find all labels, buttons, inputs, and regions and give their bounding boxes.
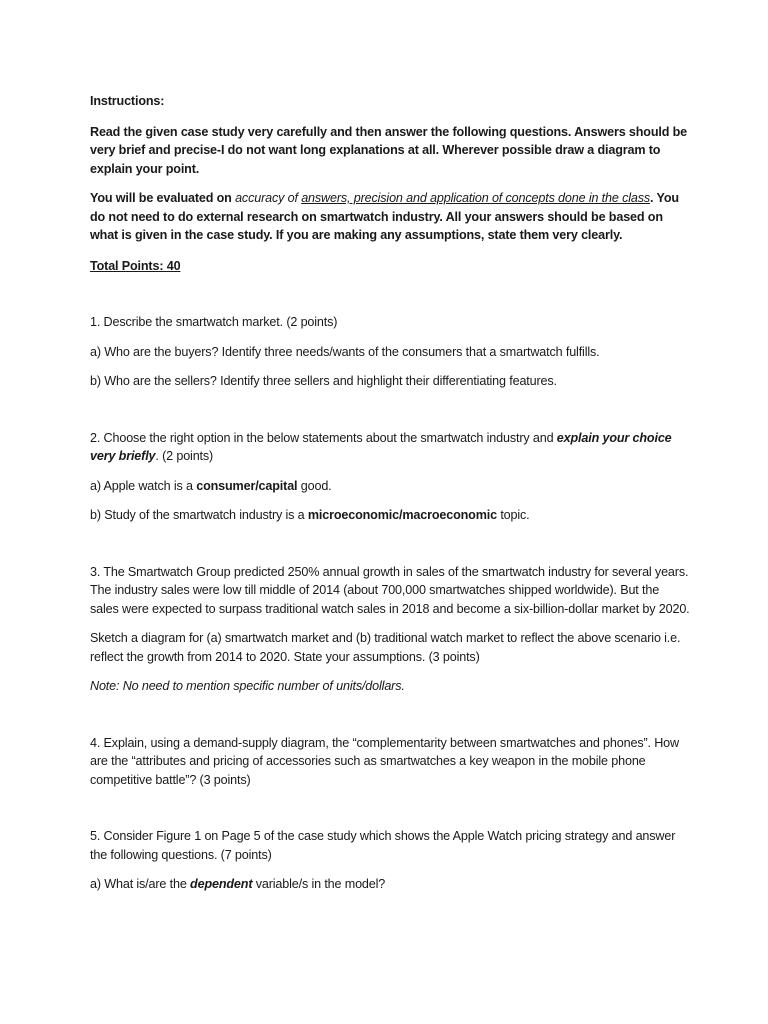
q2b-suffix: topic. — [496, 508, 530, 522]
q2-title-suffix: . (2 points) — [155, 449, 214, 463]
question-3-note: Note: No need to mention specific number of units/dollars. — [90, 679, 405, 693]
question-3-paragraph-1: 3. The Smartwatch Group predicted 250% annual growth in sales of the smartwatch industry for several years. The industry sales were low till middle of 2014 (about 700,000 smartwatches shipped worldwide). But the sales were expected to surpass traditional watch sales in 2018 and become a six-billion-dollar market by 2020. — [90, 564, 690, 616]
q2-title-italic: explain your choice very briefly — [90, 430, 672, 463]
question-2-title — [90, 429, 690, 466]
question-1-title: 1. Describe the smartwatch market. (2 points) — [90, 315, 338, 329]
q2a-prefix: a) Apple watch is a — [90, 478, 197, 493]
question-1a: a) Who are the buyers? Identify three needs/wants of the consumers that a smartwatch fulfills. — [90, 344, 600, 359]
total-points: Total Points: 40 — [90, 258, 181, 273]
q5a-suffix: variable/s in the model? — [252, 877, 386, 891]
q2a-bold: consumer/capital — [196, 478, 298, 493]
para2-prefix: You will be evaluated on — [90, 191, 236, 205]
instructions-heading: Instructions: — [90, 94, 165, 108]
question-4: 4. Explain, using a demand-supply diagram, the “complementarity between smartwatches and phones”. How are the “attributes and pricing of accessories such as smartwatches a key weapon in the mobile phone competitive battle”? (3 points) — [90, 735, 679, 787]
document-page — [90, 92, 690, 894]
q2b-prefix: b) Study of the smartwatch industry is a — [90, 508, 308, 522]
q2a-suffix: good. — [297, 478, 332, 493]
question-5a — [90, 875, 690, 894]
question-3-paragraph-2: Sketch a diagram for (a) smartwatch market and (b) traditional watch market to reflect the above scenario i.e. reflect the growth from 2014 to 2020. State your assumptions. (3 points) — [90, 631, 681, 664]
question-2a — [90, 477, 690, 496]
question-2b — [90, 506, 690, 525]
instructions-paragraph-2 — [90, 189, 690, 245]
question-1b: b) Who are the sellers? Identify three sellers and highlight their differentiating features. — [90, 374, 557, 388]
q5a-italic: dependent — [190, 877, 253, 891]
para2-underlined: answers, precision and application of concepts done in the class — [301, 191, 651, 205]
q2-title-prefix: 2. Choose the right option in the below statements about the smartwatch industry and — [90, 430, 557, 445]
q2b-bold: microeconomic/macroeconomic — [307, 508, 497, 522]
para2-rest: . You do not need to do external research on smartwatch industry. All your answers should be based on what is given in the case study. If you are making any assumptions, state them very clearly. — [90, 191, 679, 242]
question-5: 5. Consider Figure 1 on Page 5 of the case study which shows the Apple Watch pricing strategy and answer the following questions. (7 points) — [90, 829, 676, 862]
q5a-prefix: a) What is/are the — [90, 877, 191, 891]
para2-accuracy: accuracy of — [235, 191, 302, 205]
instructions-paragraph-1: Read the given case study very carefully and then answer the following questions. Answers should be very brief and precise-I do not want long explanations at all. Wherever possible draw a diagram to explain your point. — [90, 124, 688, 176]
